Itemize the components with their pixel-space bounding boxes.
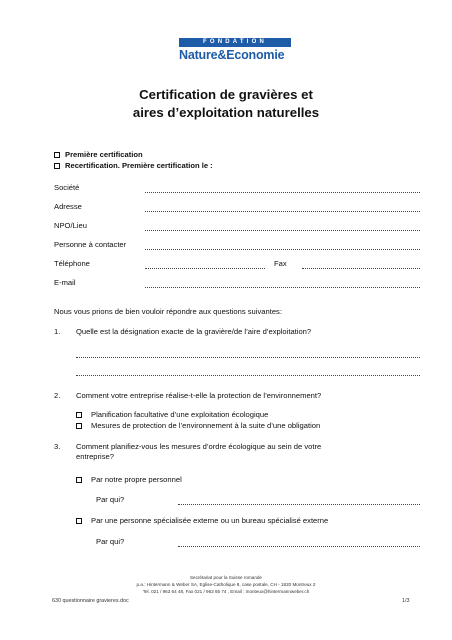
fax-field[interactable]: [302, 268, 420, 269]
document-title: [0, 86, 452, 122]
first-certification-option[interactable]: [54, 150, 143, 160]
recertification-option[interactable]: [54, 161, 213, 171]
intro-text: Nous vous prions de bien vouloir répondre aux questions suivantes:: [54, 307, 282, 316]
q3-by-whom-label-2: Par qui?: [96, 537, 125, 546]
question-2-number: 2.: [54, 391, 61, 400]
title-line-2: aires d’exploitation naturelles: [132, 105, 320, 120]
contact-field[interactable]: [145, 249, 420, 250]
telephone-field[interactable]: [145, 268, 265, 269]
title-line-1: Certification de gravières et: [139, 87, 313, 102]
question-2-option-2[interactable]: [76, 421, 320, 431]
checkbox-q2-option-1[interactable]: [76, 412, 82, 418]
q3-by-whom-field-2[interactable]: [178, 546, 420, 547]
question-3-text-line-2: entreprise?: [76, 452, 114, 461]
footer-address: p.a.: Hintermann & Weber SA, Eglise-Catholique 8, case postale, CH - 1820 Montreux 2: [136, 582, 316, 587]
question-3-option-2[interactable]: [76, 516, 328, 526]
q3-by-whom-label-1: Par qui?: [96, 495, 125, 504]
question-1-number: 1.: [54, 327, 61, 336]
question-2-option-1[interactable]: [76, 410, 268, 420]
q3-option-1-label: Par notre propre personnel: [91, 475, 182, 484]
footer-secretariat: Secrétariat pour la Suisse romande: [189, 575, 262, 580]
q2-option-2-label: Mesures de protection de l’environnement à la suite d’une obligation: [91, 421, 321, 430]
question-1-answer-line-1[interactable]: [76, 357, 420, 358]
page-number: 1/3: [402, 598, 410, 604]
email-label: E-mail: [54, 278, 76, 287]
email-field[interactable]: [145, 287, 420, 288]
checkbox-q3-option-1[interactable]: [76, 477, 82, 483]
recertification-label: Recertification. Première certification le :: [65, 161, 213, 170]
footer-contact: Tel. 021 / 963 64 48, Fax 021 / 963 65 74 , Email : monteux@hintermannweber.ch: [142, 589, 310, 594]
checkbox-q3-option-2[interactable]: [76, 518, 82, 524]
adresse-field[interactable]: [145, 211, 420, 212]
societe-field[interactable]: [145, 192, 420, 193]
q3-option-2-label: Par une personne spécialisée externe ou un bureau spécialisé externe: [91, 516, 329, 525]
question-3-option-1[interactable]: [76, 475, 182, 485]
question-1-answer-line-2[interactable]: [76, 375, 420, 376]
fax-label: Fax: [274, 259, 287, 268]
question-1-text: Quelle est la désignation exacte de la gravière/de l’aire d’exploitation?: [76, 327, 312, 336]
q2-option-1-label: Planification facultative d’une exploitation écologique: [91, 410, 269, 419]
question-2-text: Comment votre entreprise réalise-t-elle la protection de l’environnement?: [76, 391, 322, 400]
question-3-number: 3.: [54, 442, 61, 451]
checkbox-q2-option-2[interactable]: [76, 423, 82, 429]
foundation-logo: [179, 38, 291, 62]
npo-label: NPO/Lieu: [54, 221, 87, 230]
footer-filename: 630 questionnaire gravieres.doc: [52, 598, 129, 604]
q3-by-whom-field-1[interactable]: [178, 504, 420, 505]
checkbox-first-certification[interactable]: [54, 152, 60, 158]
checkbox-recertification[interactable]: [54, 163, 60, 169]
question-3-text-line-1: Comment planifiez-vous les mesures d’ordre écologique au sein de votre: [76, 442, 322, 451]
first-certification-label: Première certification: [65, 150, 143, 159]
logo-band: FONDATION: [179, 38, 291, 47]
npo-field[interactable]: [145, 230, 420, 231]
contact-label: Personne à contacter: [54, 240, 127, 249]
societe-label: Société: [54, 183, 80, 192]
logo-name: Nature&Economie: [179, 48, 285, 62]
adresse-label: Adresse: [54, 202, 82, 211]
telephone-label: Téléphone: [54, 259, 90, 268]
